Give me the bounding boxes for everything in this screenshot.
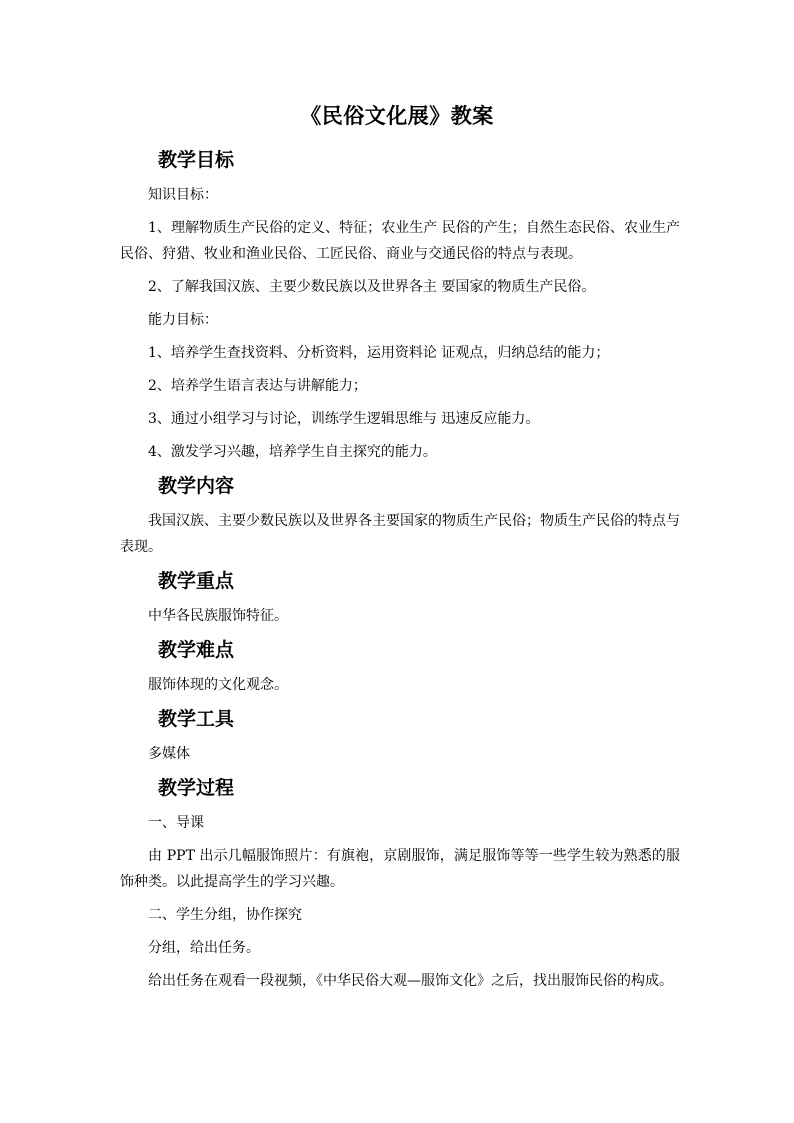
paragraph: 分组，给出任务。: [148, 940, 260, 956]
paragraph: 1、理解物质生产民俗的定义、特征；农业生产 民俗的产生；自然生态民俗、农业生产民俗、狩猎、牧业和渔业民俗、工匠民俗、商业与交通民俗的特点与表现。: [120, 220, 680, 262]
section-teaching-content: [120, 472, 680, 560]
paragraph: 知识目标：: [148, 187, 218, 203]
paragraph: 能力目标：: [148, 312, 218, 328]
document-body: [120, 146, 680, 1001]
section-heading: 教学重点: [158, 570, 235, 592]
paragraph: 一、导课: [148, 815, 204, 831]
paragraph: 多媒体: [148, 746, 190, 762]
section-heading: 教学内容: [158, 475, 235, 497]
section-heading: 教学目标: [158, 149, 235, 171]
section-heading: 教学难点: [158, 639, 235, 661]
section-teaching-tools: [120, 705, 680, 767]
paragraph: 我国汉族、主要少数民族以及世界各主要国家的物质生产民俗；物质生产民俗的特点与表现。: [120, 513, 680, 555]
section-teaching-process: [120, 774, 680, 994]
paragraph: 1、培养学生查找资料、分析资料，运用资料论 证观点，归纳总结的能力；: [148, 345, 610, 361]
paragraph: 给出任务在观看一段视频，《中华民俗大观—服饰文化》之后，找出服饰民俗的构成。: [148, 973, 673, 989]
paragraph: 2、了解我国汉族、主要少数民族以及世界各主 要国家的物质生产民俗。: [148, 279, 596, 295]
paragraph: 2、培养学生语言表达与讲解能力；: [148, 378, 367, 394]
section-key-points: [120, 567, 680, 629]
section-teaching-objectives: [120, 146, 680, 465]
paragraph: 4、激发学习兴趣，培养学生自主探究的能力。: [148, 444, 437, 460]
section-heading: 教学过程: [158, 777, 235, 799]
paragraph: 中华各民族服饰特征。: [148, 608, 288, 624]
document-title: 《民俗文化展》教案: [300, 103, 494, 128]
paragraph: 3、通过小组学习与讨论，训练学生逻辑思维与 迅速反应能力。: [148, 411, 540, 427]
paragraph: 由 PPT 出示几幅服饰照片：有旗袍，京剧服饰，满足服饰等等一些学生较为熟悉的服饰种类。以此提高学生的学习兴趣。: [120, 848, 680, 890]
section-heading: 教学工具: [158, 708, 235, 730]
paragraph: 服饰体现的文化观念。: [148, 677, 288, 693]
paragraph: 二、学生分组，协作探究: [148, 907, 302, 923]
section-difficult-points: [120, 636, 680, 698]
